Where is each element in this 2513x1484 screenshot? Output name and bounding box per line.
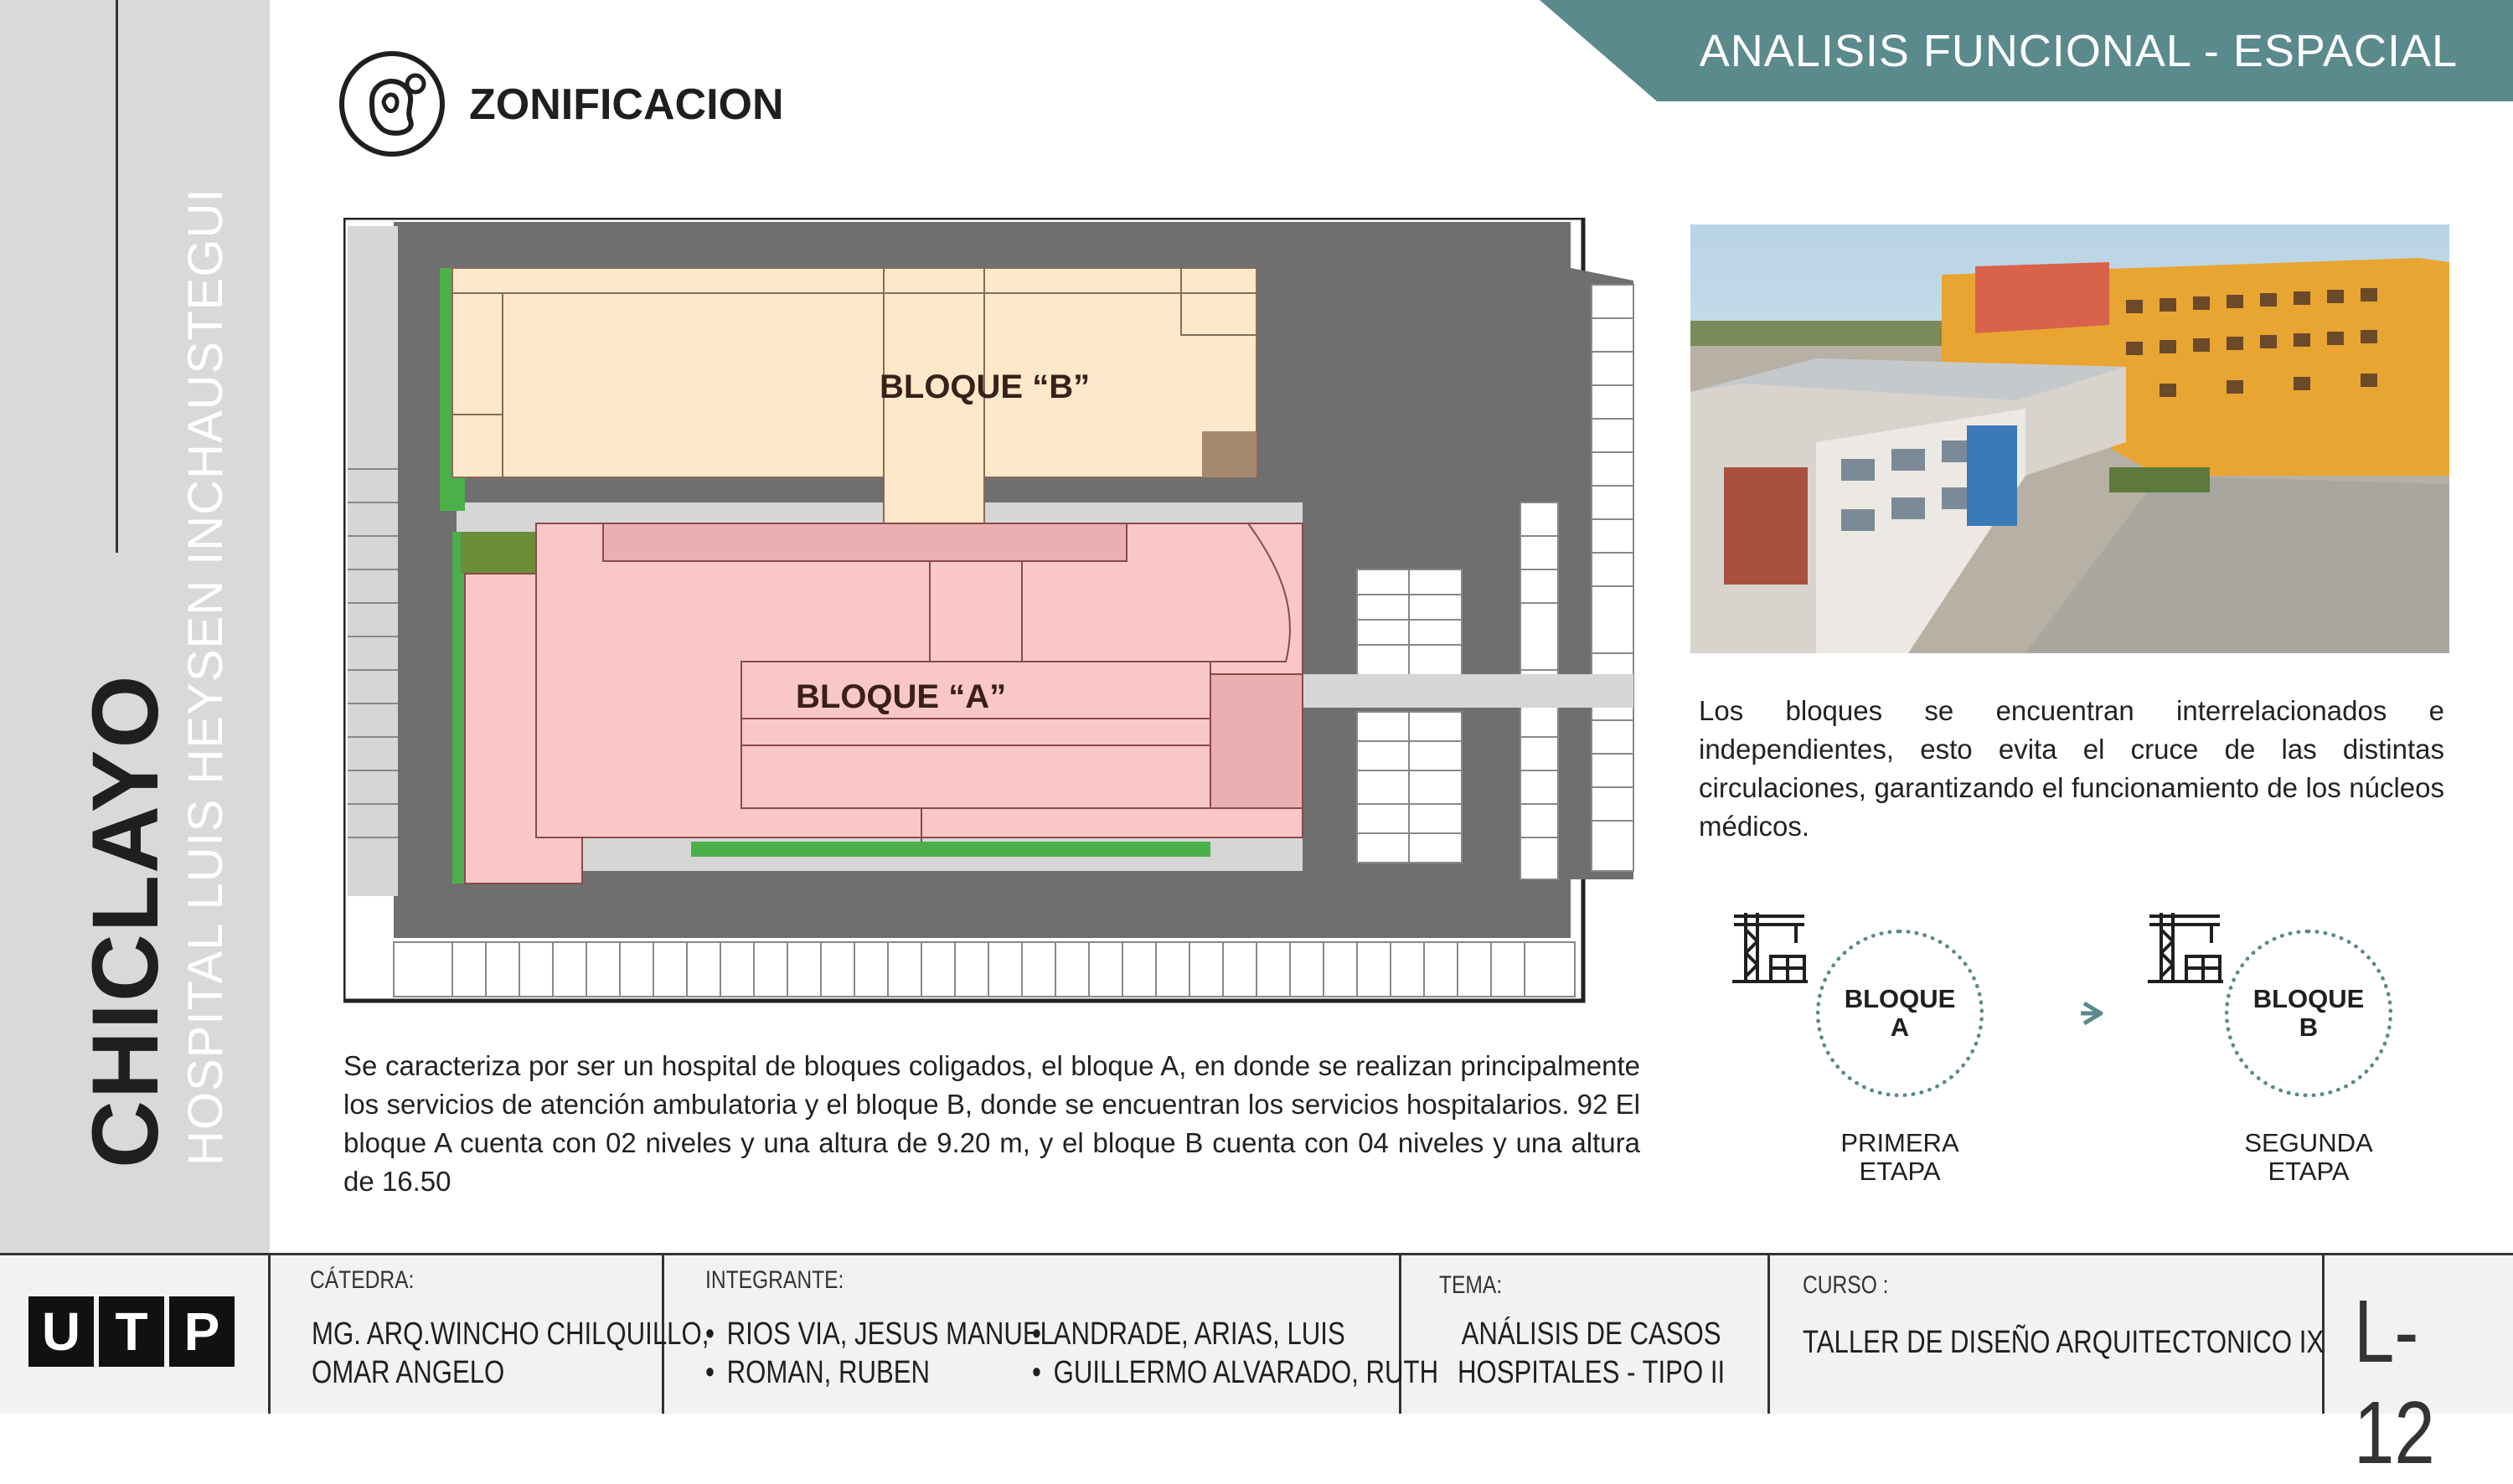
block-a-green-bottom xyxy=(691,842,1210,857)
sidebar-divider-line xyxy=(116,0,118,553)
catedra-value: MG. ARQ.WINCHO CHILQUILLO, OMAR ANGELO xyxy=(312,1317,710,1390)
block-a-label: BLOQUE “A” xyxy=(796,678,1007,715)
integrante-label: INTEGRANTE: xyxy=(705,1266,844,1294)
sheet-number: L-12 xyxy=(2354,1282,2435,1482)
banner-title: ANALISIS FUNCIONAL - ESPACIAL xyxy=(1699,26,2458,76)
tema-value: ANÁLISIS DE CASOS HOSPITALES - TIPO II xyxy=(1458,1317,1726,1390)
bottom-parking xyxy=(394,942,1575,997)
stage-a-circle: BLOQUE A xyxy=(1816,930,1984,1097)
curso-label: CURSO : xyxy=(1803,1271,1889,1299)
footer-divider xyxy=(268,1253,271,1414)
left-parking xyxy=(348,226,398,896)
right-parking xyxy=(1592,285,1633,871)
section-title: ZONIFICACION xyxy=(469,80,784,129)
stage-b-label: SEGUNDA ETAPA xyxy=(2244,1128,2373,1186)
block-b-label: BLOQUE “B” xyxy=(880,368,1091,405)
description-left: Se caracteriza por ser un hospital de bloques coligados, el bloque A, en donde se realizan principalmente los servicios de atención ambulatoria y el bloque B, donde se encuentran los servicios hospitalarios. 92 El bloque A cuenta con 02 niveles y una altura de 9.20 m, y el bloque B cuenta con 04 niveles y una altura de 16.50 xyxy=(343,1050,1640,1197)
block-b-core xyxy=(1202,431,1256,477)
stage-a-label: PRIMERA ETAPA xyxy=(1840,1128,1959,1186)
curso-value: TALLER DE DISEÑO ARQUITECTONICO IX xyxy=(1803,1325,2325,1360)
tema-label: TEMA: xyxy=(1439,1271,1503,1299)
walkway xyxy=(1298,674,1633,708)
description-right: Los bloques se encuentran interrelacionados e independientes, esto evita el cruce de las distintas circulaciones, garantizando el funcionamiento de los núcleos médicos. xyxy=(1699,695,2444,842)
utp-logo: U T P xyxy=(28,1296,235,1367)
zoning-icon xyxy=(338,50,446,157)
arrow-right-icon xyxy=(2077,997,2111,1030)
crane-icon xyxy=(2144,904,2225,985)
footer-divider xyxy=(1767,1253,1770,1414)
crane-icon xyxy=(1729,904,1809,985)
integrantes-list-1: • RIOS VIA, JESUS MANUEL • ROMAN, RUBEN xyxy=(705,1315,1055,1392)
stage-b-circle: BLOQUE B xyxy=(2225,930,2392,1097)
catedra-label: CÁTEDRA: xyxy=(310,1266,415,1294)
integrantes-list-2: • ANDRADE, ARIAS, LUIS • GUILLERMO ALVARADO, RUTH xyxy=(1032,1315,1438,1392)
block-b xyxy=(452,268,1256,477)
city-title: CHICLAYO xyxy=(73,673,178,1168)
hospital-photo xyxy=(1690,224,2449,653)
hospital-name: HOSPITAL LUIS HEYSEN INCHAUSTEGUI xyxy=(178,188,233,1166)
site-plan xyxy=(343,218,1642,1005)
